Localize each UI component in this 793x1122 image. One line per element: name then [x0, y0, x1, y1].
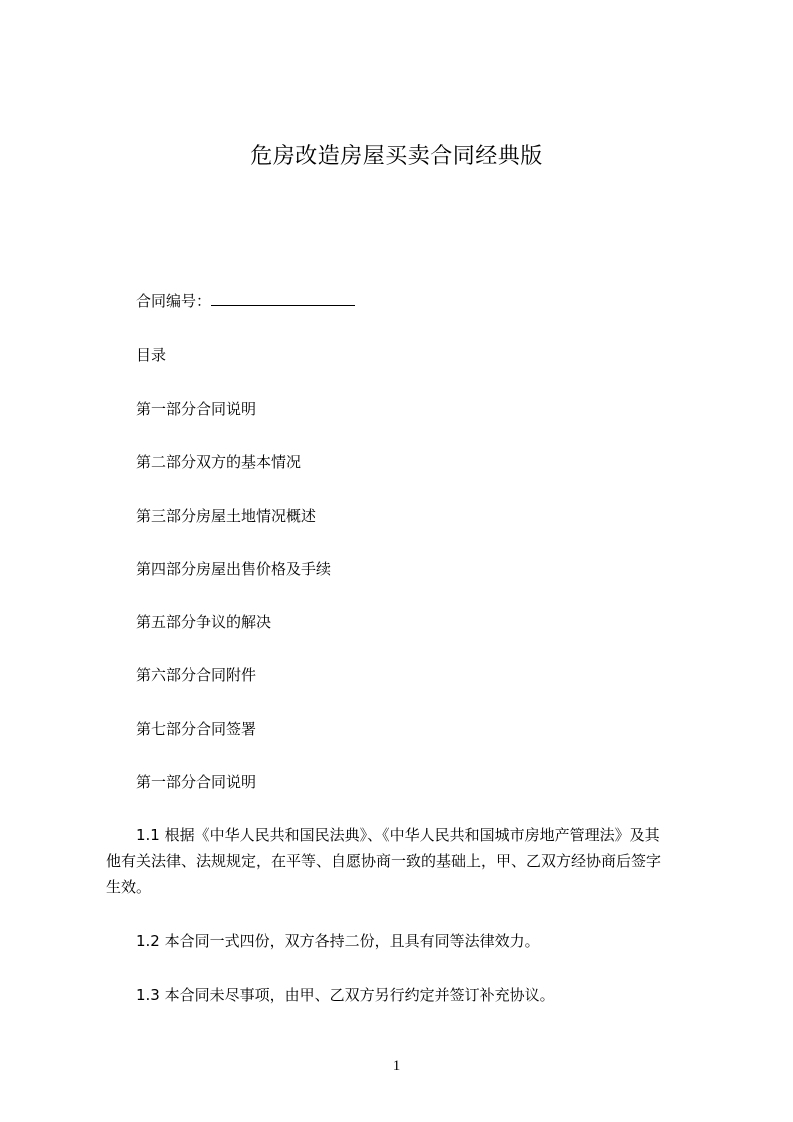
- contract-number-line: [136, 291, 355, 311]
- toc-item: 第七部分合同签署: [136, 720, 257, 738]
- contract-number-blank: [211, 291, 355, 306]
- clause-1-3: 1.3 本合同未尽事项，由甲、乙双方另行约定并签订补充协议。: [136, 986, 555, 1004]
- clause-line: 生效。: [106, 878, 152, 896]
- toc-item: 第一部分合同说明: [136, 400, 257, 418]
- clause-line: 他有关法律、法规规定，在平等、自愿协商一致的基础上，甲、乙双方经协商后签字: [106, 852, 662, 870]
- toc-item: 第三部分房屋土地情况概述: [136, 507, 317, 525]
- section-heading: 第一部分合同说明: [136, 773, 257, 791]
- clause-line: 1.1 根据《中华人民共和国民法典》、《中华人民共和国城市房地产管理法》及其: [136, 826, 660, 844]
- toc-heading: 目录: [136, 346, 167, 364]
- toc-item: 第四部分房屋出售价格及手续: [136, 560, 332, 578]
- toc-item: 第二部分双方的基本情况: [136, 453, 302, 471]
- contract-number-label: 合同编号：: [136, 292, 212, 310]
- clause-1-2: 1.2 本合同一式四份，双方各持二份，且具有同等法律效力。: [136, 932, 540, 950]
- page-number: 1: [392, 1058, 401, 1074]
- toc-item: 第六部分合同附件: [136, 666, 257, 684]
- document-title: 危房改造房屋买卖合同经典版: [250, 144, 543, 169]
- toc-item: 第五部分争议的解决: [136, 613, 272, 631]
